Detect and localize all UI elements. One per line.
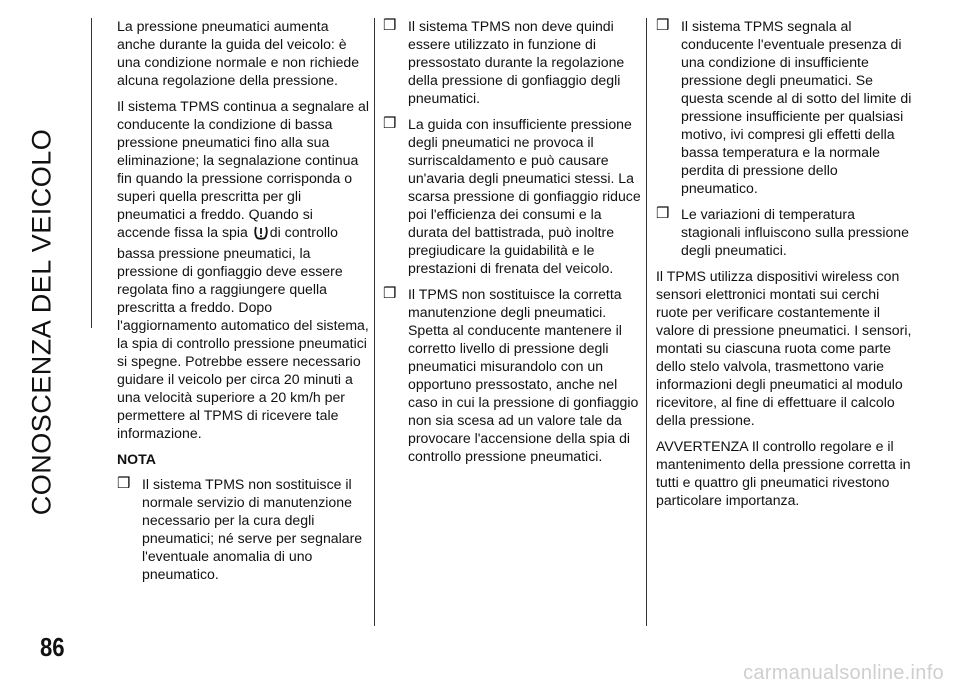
paragraph-tpms-signal: Il sistema TPMS continua a segnalare al conducente la condizione di bassa pressione pneumatici fino alla sua eliminazione; la segnalazione continua fin quando la pressione corrisponda o superi quella prescritta per gli pneumatici a freddo. Quando si accende fissa la spia di controllo bassa pressione pneumatici, la pressione di gonfiaggio deve essere regolata fino a raggiungere quella prescritta a freddo. Dopo l'aggiornamento automatico del sistema, la spia di controllo pressione pneumatici si spegne. Potrebbe essere necessario guidare il veicolo per circa 20 minuti a una velocità superiore a 20 km/h per permettere al TPMS di ricevere tale informazione.	[117, 98, 369, 441]
watermark: carmanualsonline.info	[743, 662, 944, 684]
paragraph-warning: AVVERTENZA Il controllo regolare e il mantenimento della pressione corretta in tutti e quattro gli pneumatici rivestono particolare importanza.	[656, 438, 911, 508]
column-divider-2	[646, 18, 647, 626]
tpms-warning-icon	[253, 224, 269, 244]
note-heading: NOTA	[117, 451, 156, 467]
checkbox-bullet-icon: ❒	[656, 205, 670, 222]
paragraph-pressure-increase: La pressione pneumatici aumenta anche durante la guida del veicolo: è una condizione normale e non richiede alcuna regolazione della pressione.	[117, 18, 360, 88]
list-item: ❒ Il sistema TPMS non deve quindi essere utilizzato in funzione di pressostato durante la regolazione della pressione di gonfiaggio degli pneumatici.	[383, 17, 625, 106]
list-item: ❒ La guida con insufficiente pressione degli pneumatici ne provoca il surriscaldamento e può causare un'avaria degli pneumatici stessi. La scarsa pressione di gonfiaggio riduce poi l'efficienza dei consumi e la durata del battistrada, può inoltre pregiudicare la guidabilità e le prestazioni di frenata del veicolo.	[383, 115, 641, 276]
column-2	[383, 17, 641, 473]
list-item: ❒ Il TPMS non sostituisce la corretta manutenzione degli pneumatici. Spetta al conducente mantenere il corretto livello di pressione degli pneumatici misurandolo con un opportuno pressostato, anche nel caso in cui la pressione di gonfiaggio non sia scesa ad un valore tale da provocare l'accensione della spia di controllo pressione pneumatici.	[383, 285, 639, 464]
section-divider	[91, 18, 92, 328]
checkbox-bullet-icon: ❒	[383, 17, 397, 34]
section-title: CONOSCENZA DEL VEICOLO	[26, 128, 57, 516]
column-1	[117, 17, 369, 591]
list-item: ❒ Le variazioni di temperatura stagionali influiscono sulla pressione degli pneumatici.	[656, 205, 909, 258]
list-item: ❒ Il sistema TPMS non sostituisce il normale servizio di manutenzione necessario per la cura degli pneumatici; né serve per segnalare l'eventuale anomalia di uno pneumatico.	[117, 475, 363, 582]
checkbox-bullet-icon: ❒	[656, 17, 670, 34]
checkbox-bullet-icon: ❒	[383, 285, 397, 302]
list-item: ❒ Il sistema TPMS segnala al conducente l'eventuale presenza di una condizione di insufficiente pressione degli pneumatici. Se questa scende al di sotto del limite di pressione insufficiente per qualsiasi motivo, ivi compresi gli effetti della bassa temperatura e la normale perdita di pressione dello pneumatico.	[656, 17, 912, 196]
paragraph-tpms-sensors: Il TPMS utilizza dispositivi wireless con sensori elettronici montati sui cerchi ruote per verificare costantemente il valore di pressione pneumatici. I sensori, montati su ciascuna ruota come parte dello stelo valvola, trasmettono varie informazioni degli pneumatici al modulo ricevitore, al fine di effettuare il calcolo della pressione.	[656, 268, 912, 428]
column-divider-1	[374, 18, 375, 626]
page-number: 86	[40, 632, 65, 662]
checkbox-bullet-icon: ❒	[383, 115, 397, 132]
column-3	[656, 17, 914, 517]
checkbox-bullet-icon: ❒	[117, 475, 131, 492]
